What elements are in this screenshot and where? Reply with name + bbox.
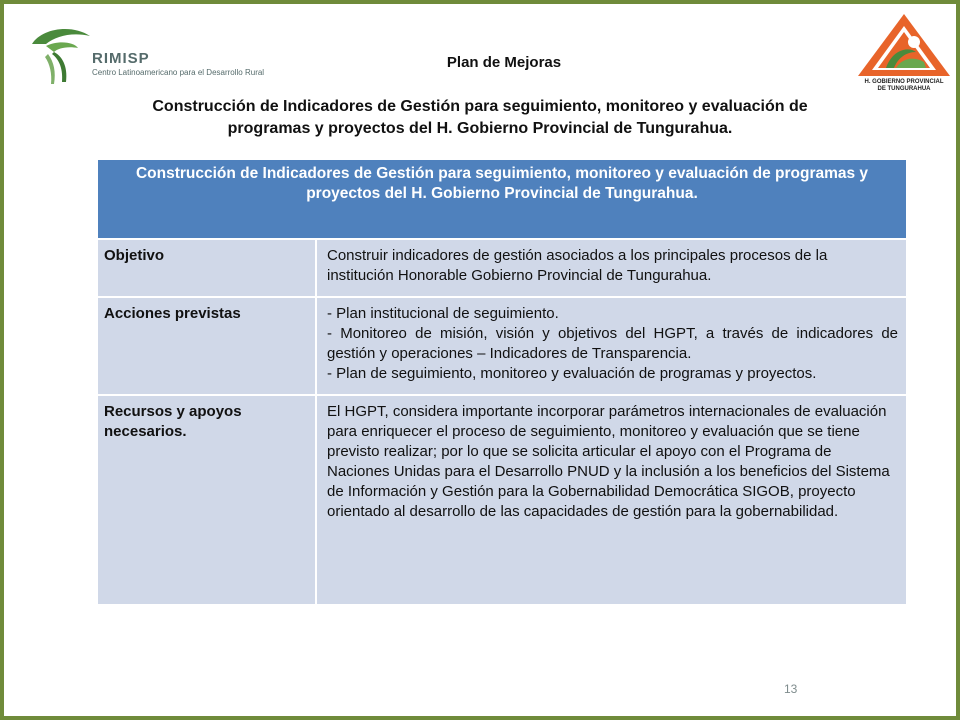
plan-table — [98, 160, 906, 606]
table-row — [98, 239, 906, 297]
row-label-recursos: Recursos y apoyos necesarios. — [98, 395, 316, 605]
page-number: 13 — [784, 682, 798, 696]
gobierno-provincial-logo — [856, 12, 952, 106]
table-row — [98, 297, 906, 395]
logo-caption — [856, 79, 952, 93]
table-row — [98, 395, 906, 605]
row-value-objetivo — [316, 239, 906, 297]
mountain-logo-icon — [856, 12, 952, 78]
value-line: Construir indicadores de gestión asociados a los principales procesos de la institución Honorable Gobierno Provincial de Tungurahua. — [327, 247, 828, 284]
value-line: - Plan de seguimiento, monitoreo y evaluación de programas y proyectos. — [327, 365, 817, 382]
plan-title: Plan de Mejoras — [446, 54, 562, 71]
row-label-acciones: Acciones previstas — [98, 297, 316, 395]
heading-line1: Construcción de Indicadores de Gestión para seguimiento, monitoreo y evaluación de — [152, 98, 808, 115]
heading-line2: programas y proyectos del H. Gobierno Provincial de Tungurahua. — [227, 120, 733, 137]
value-line: - Monitoreo de misión, visión y objetivos del HGPT, a través de indicadores de gestión y operaciones – Indicadores de Transparencia. — [327, 325, 899, 362]
row-value-recursos — [316, 395, 906, 605]
logo-caption-line2: DE TUNGURAHUA — [877, 86, 931, 92]
row-label-objetivo: Objetivo — [98, 239, 316, 297]
value-line: El HGPT, considera importante incorporar parámetros internacionales de evaluación para enriquecer el proceso de seguimiento, monitoreo y evaluación que se tiene previsto realizar; por lo que se solicita articular el apoyo con el Programa de Naciones Unidas para el Desarrollo PNUD y la inclusión a los beneficios del Sistema de Información y Gestión para la Gobernabilidad Democrática SIGOB, proyecto orientado al desarrollo de las capacidades de gestión para la gobernabilidad. — [327, 403, 890, 520]
row-value-acciones — [316, 297, 906, 395]
table-header-cell: Construcción de Indicadores de Gestión para seguimiento, monitoreo y evaluación de programas y proyectos del H. Gobierno Provincial de Tungurahua. — [98, 160, 906, 239]
value-line: - Plan institucional de seguimiento. — [327, 305, 559, 322]
page-heading — [100, 96, 860, 140]
org-name: RIMISP — [92, 50, 150, 67]
logo-caption-line1: H. GOBIERNO PROVINCIAL — [864, 79, 944, 85]
org-subtitle: Centro Latinoamericano para el Desarrollo Rural — [92, 68, 265, 77]
table-header-row — [98, 160, 906, 239]
